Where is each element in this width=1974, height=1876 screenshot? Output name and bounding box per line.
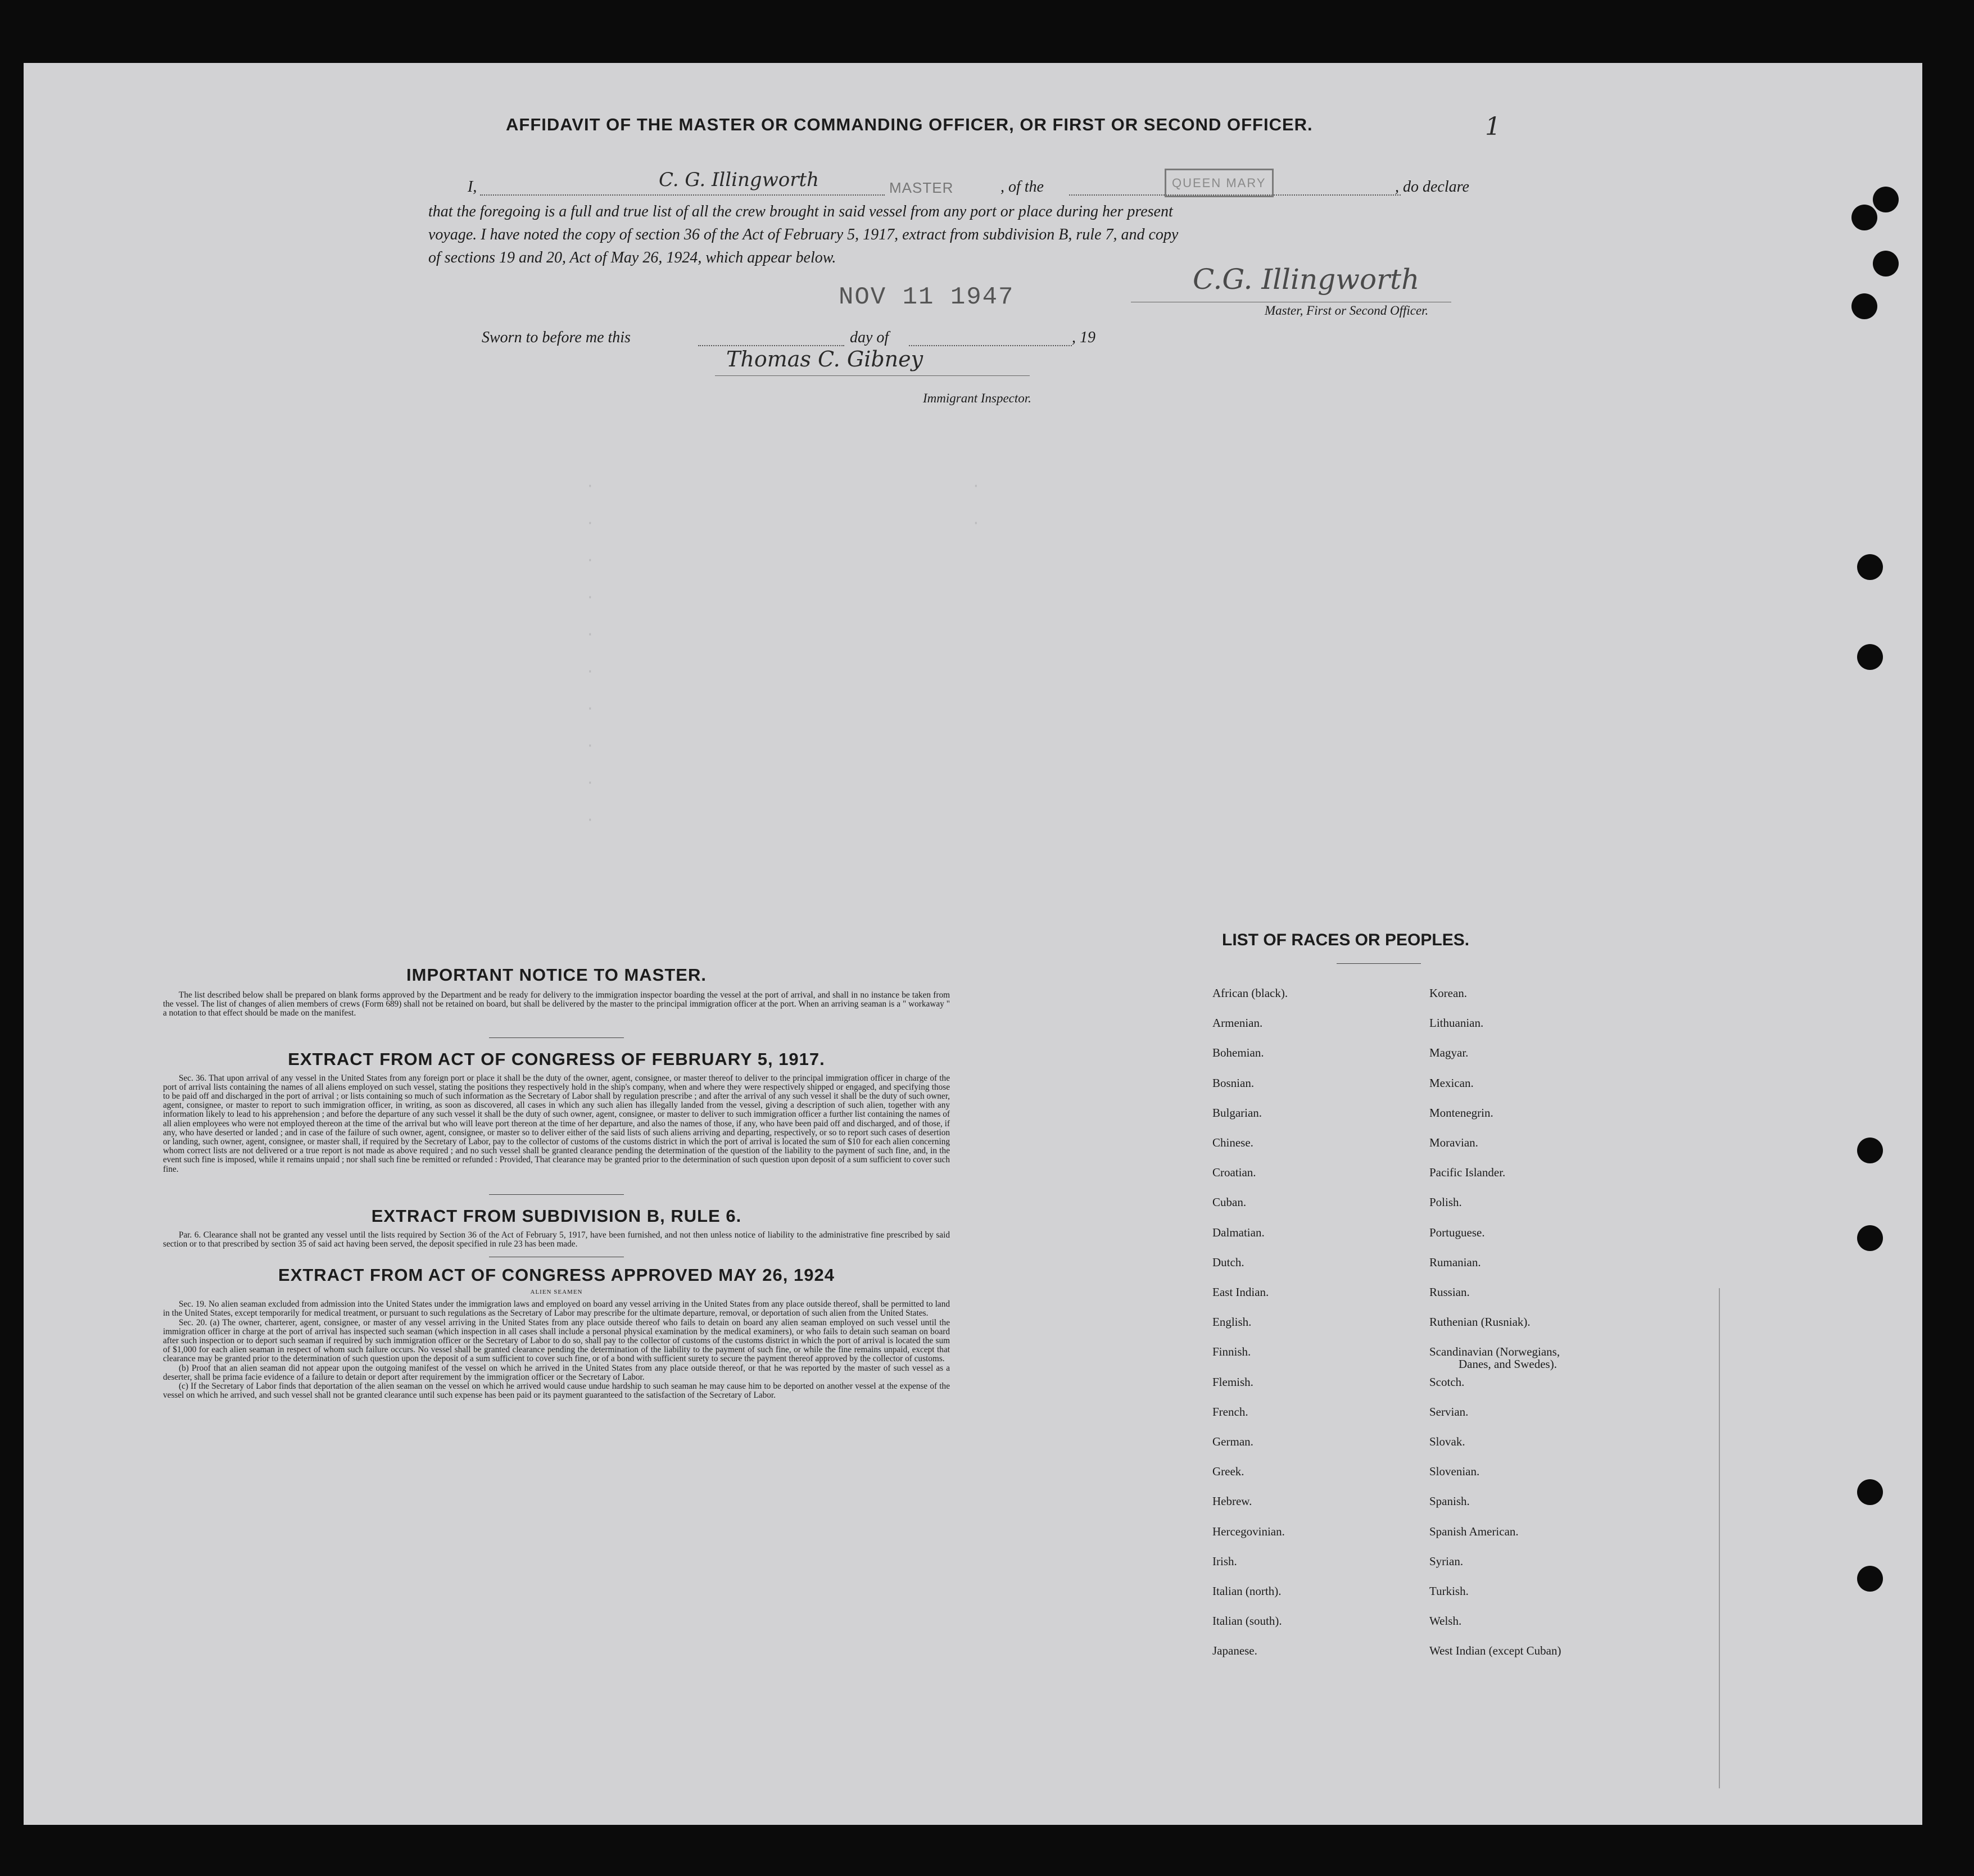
of-the-label: , of the: [1000, 178, 1044, 196]
notice-title: IMPORTANT NOTICE TO MASTER.: [406, 965, 707, 985]
punch-hole-4: [1851, 293, 1877, 319]
day-of-label: day of: [850, 329, 889, 346]
race-item: French.: [1212, 1404, 1248, 1419]
inspector-caption: Immigrant Inspector.: [923, 391, 1031, 405]
sworn-line: [482, 326, 1156, 349]
race-item: Spanish.: [1429, 1494, 1470, 1508]
affidavit-line3: voyage. I have noted the copy of section 36 of the Act of February 5, 1917, extract from subdivision B, rule 7, and copy: [428, 226, 1179, 243]
master-name-handwritten: C. G. Illingworth: [659, 169, 820, 191]
race-item: Montenegrin.: [1429, 1105, 1493, 1120]
master-name-line: [480, 194, 885, 196]
document-page: [24, 63, 1922, 1825]
race-item: Pacific Islander.: [1429, 1166, 1506, 1180]
race-item: Japanese.: [1212, 1644, 1257, 1658]
signature-caption: Master, First or Second Officer.: [1265, 303, 1429, 318]
affidavit-line1: [468, 169, 1524, 198]
inspector-line: [715, 375, 1030, 376]
extract-rule-title: EXTRACT FROM SUBDIVISION B, RULE 6.: [371, 1206, 742, 1226]
race-item: Flemish.: [1212, 1375, 1253, 1389]
race-item: Magyar.: [1429, 1046, 1469, 1060]
race-item: Dutch.: [1212, 1255, 1244, 1269]
inspector-signature: Thomas C. Gibney: [726, 347, 923, 371]
race-item: Armenian.: [1212, 1016, 1263, 1030]
race-item: Slovak.: [1429, 1435, 1465, 1448]
race-item: East Indian.: [1212, 1285, 1269, 1299]
affidavit-line4: of sections 19 and 20, Act of May 26, 1924, which appear below.: [428, 249, 836, 266]
affidavit-line2: that the foregoing is a full and true list of all the crew brought in said vessel from any port or place during her present: [428, 203, 1173, 220]
extract-rule-par6: Par. 6. Clearance shall not be granted any vessel until the lists required by Section 36 of the Act of February 5, 1917, have been furnished, and not then unless notice of liability to the administrative fine prescribed by said section or to that prescribed by section 35 of said act having been served, the deposit specified in rule 23 has been made.: [163, 1230, 950, 1249]
right-edge-mark: [1719, 1288, 1720, 1788]
race-item: Spanish American.: [1429, 1524, 1519, 1538]
race-item: African (black).: [1212, 986, 1288, 1000]
extract-1917-divider: [489, 1194, 624, 1195]
race-item: Hebrew.: [1212, 1494, 1252, 1508]
punch-hole-1: [1873, 187, 1899, 212]
bleed-through-text: · · · · · · · · · · · ·: [586, 478, 981, 828]
notice-block: [163, 965, 950, 1400]
do-declare-label: , do declare: [1395, 178, 1469, 196]
race-item: Hercegovinian.: [1212, 1524, 1285, 1538]
extract-1924-title: EXTRACT FROM ACT OF CONGRESS APPROVED MAY 26, 1924: [278, 1265, 835, 1285]
sworn-month-line: [909, 345, 1072, 346]
affidavit-title: AFFIDAVIT OF THE MASTER OR COMMANDING OFFICER, OR FIRST OR SECOND OFFICER.: [506, 115, 1313, 134]
race-item: Finnish.: [1212, 1345, 1251, 1359]
race-item: Scandinavian (Norwegians,: [1429, 1345, 1560, 1359]
punch-hole-2: [1851, 205, 1877, 230]
race-item: Servian.: [1429, 1404, 1469, 1419]
extract-1924-subtitle: ALIEN SEAMEN: [530, 1289, 583, 1296]
sworn-day-line: [698, 345, 844, 346]
punch-hole-6: [1857, 644, 1883, 670]
race-item: Chinese.: [1212, 1136, 1253, 1149]
race-item: Rumanian.: [1429, 1255, 1481, 1269]
race-item: Ruthenian (Rusniak).: [1429, 1315, 1531, 1329]
master-print: MASTER: [889, 179, 954, 196]
race-item: Italian (south).: [1212, 1614, 1282, 1628]
extract-1924-sec20c: (c) If the Secretary of Labor finds that deportation of the alien seaman on the vessel on which he arrived would cause undue hardship to such seaman he may cause him to be deported on another vessel at the expense of the vessel on which he arrived, and such vessel shall not be granted clearance until such expense has been paid or its payment guaranteed to the satisfaction of the Secretary of Labor.: [163, 1381, 950, 1401]
extract-1917-sec36: Sec. 36. That upon arrival of any vessel in the United States from any foreign port or place it shall be the duty of the owner, agent, consignee, or master thereof to deliver to the principal immigration officer in charge of the port of arrival lists containing the names of all aliens employed on such vessel, stating the positions they respectively hold in the ship's company, when and where they were respectively shipped or engaged, and specifying those to be paid off and discharged in the port of arrival ; or lists containing so much of such information as the Secretary of Labor shall by regulation prescribe ; and after the arrival of any such vessel it shall be the duty of such owner, agent, consignee, or master to report to such immigration officer, in writing, as soon as discovered, all cases in which any such alien has illegally landed from the vessel, giving a description of such alien, together with any information likely to lead to his apprehension ; and before the departure of any such vessel it shall be the duty of such owner, agent, consignee, or master to deliver to such immigration officer a further list containing the names of all alien employees who were not employed thereon at the time of the arrival but who will leave port thereon at the time of her departure, and also the names of those, if any, who have been paid off and discharged, and of those, if any, who have deserted or landed ; and in case of the failure of such owner, agent, consignee, or master so to deliver either of the said lists of such aliens arriving and departing, respectively, or so to report such cases of desertion or landing, such owner, agent, consignee, or master shall, if required by the Secretary of Labor, pay to the collector of customs of the customs district in which the port of arrival is located the sum of $10 for each alien concerning whom correct lists are not delivered or a true report is not made as above required ; and no such vessel shall be granted clearance pending the determination of the question of the liability to the payment of such fine, and, in the event such fine is imposed, while it remains unpaid ; nor shall such fine be remitted or refunded : Provided, That clearance may be granted prior to the determination of such question upon deposit of a sum sufficient to cover such fine.: [163, 1073, 950, 1174]
year-label: , 19: [1072, 329, 1095, 346]
race-item: Lithuanian.: [1429, 1016, 1484, 1030]
race-item: Welsh.: [1429, 1614, 1462, 1628]
affidavit-pronoun: I,: [468, 178, 477, 196]
race-item: Italian (north).: [1212, 1584, 1282, 1598]
race-item: Bulgarian.: [1212, 1105, 1262, 1120]
punch-hole-5: [1857, 554, 1883, 580]
race-item: Cuban.: [1212, 1195, 1247, 1209]
sworn-label: Sworn to before me this: [482, 329, 631, 346]
race-item-continuation: Danes, and Swedes).: [1459, 1357, 1557, 1371]
race-item: English.: [1212, 1315, 1252, 1329]
race-item: Mexican.: [1429, 1076, 1474, 1090]
extract-1917-title: EXTRACT FROM ACT OF CONGRESS OF FEBRUARY 5, 1917.: [288, 1049, 825, 1069]
race-item: Irish.: [1212, 1554, 1237, 1568]
notice-text: The list described below shall be prepared on blank forms approved by the Department and be ready for delivery to the immigration inspector boarding the vessel at the port of arrival, and shall in no instance be taken from the vessel. The list of changes of alien members of crews (Form 689) shall not be retained on board, but shall be delivered by the master to the principal immigration officer at the port. When an arriving seaman is a " workaway " a notation to that effect should be made on the manifest.: [163, 990, 950, 1018]
race-item: Polish.: [1429, 1195, 1462, 1209]
extract-1924-sec19: Sec. 19. No alien seaman excluded from admission into the United States under the immigration laws and employed on board any vessel arriving in the United States from any place outside thereof, shall be permitted to land in the United States, except temporarily for medical treatment, or pursuant to such regulations as the Secretary of Labor may prescribe for the ultimate departure, removal, or deportation of such alien from the United States.: [163, 1299, 950, 1318]
race-item: Bohemian.: [1212, 1046, 1264, 1060]
date-stamp: NOV 11 1947: [839, 283, 1015, 311]
race-item: Portuguese.: [1429, 1225, 1485, 1239]
race-item: West Indian (except Cuban): [1429, 1644, 1561, 1658]
extract-1924-sec20b: (b) Proof that an alien seaman did not appear upon the outgoing manifest of the vessel on which he arrived in the United States from any place outside thereof, or that he was reported by the master of such vessel as a deserter, shall be prima facie evidence of a failure to detain or deport after requirement by the immigration officer or the Secretary of Labor.: [163, 1363, 950, 1382]
race-item: Russian.: [1429, 1285, 1470, 1299]
race-item: Greek.: [1212, 1465, 1244, 1479]
punch-hole-7: [1857, 1138, 1883, 1163]
race-item: Korean.: [1429, 986, 1468, 1000]
race-item: Moravian.: [1429, 1136, 1478, 1149]
race-item: Croatian.: [1212, 1166, 1256, 1180]
notice-divider: [489, 1037, 624, 1038]
punch-hole-10: [1857, 1566, 1883, 1592]
race-item: German.: [1212, 1435, 1253, 1448]
master-signature: C.G. Illingworth: [1193, 263, 1420, 296]
race-item: Dalmatian.: [1212, 1225, 1265, 1239]
race-item: Turkish.: [1429, 1584, 1469, 1598]
extract-1924-sec20a: Sec. 20. (a) The owner, charterer, agent, consignee, or master of any vessel arriving in the United States from any place outside thereof who fails to detain on board any alien seaman employed on such vessel until the immigration officer in charge at the port of arrival has inspected such seaman (which inspection in all cases shall include a personal physical examination by the medical examiners), or who fails to detain such seaman on board after such inspection or to deport such seaman if required by such immigration officer or the Secretary of Labor to do so, shall pay to the collector of customs of the customs district in which the port of arrival is located the sum of $1,000 for each alien seaman in respect of whom such failure occurs. No vessel shall be granted clearance pending the determination of the liability to the payment of such fine, or while the fine remains unpaid, except that clearance may be granted prior to the determination of such question upon the deposit of a sum sufficient to cover such fine, or of a bond with sufficient surety to secure the payment thereof approved by the collector of customs.: [163, 1317, 950, 1364]
race-item: Bosnian.: [1212, 1076, 1255, 1090]
punch-hole-3: [1873, 251, 1899, 277]
races-title: LIST OF RACES OR PEOPLES.: [1222, 931, 1470, 949]
race-item: Slovenian.: [1429, 1465, 1480, 1479]
races-divider: [1337, 963, 1421, 964]
race-item: Scotch.: [1429, 1375, 1465, 1389]
vessel-name-stamp: QUEEN MARY: [1165, 169, 1274, 197]
sheet-number: 1: [1485, 112, 1501, 141]
race-item: Syrian.: [1429, 1554, 1464, 1568]
punch-hole-8: [1857, 1225, 1883, 1251]
punch-hole-9: [1857, 1479, 1883, 1505]
